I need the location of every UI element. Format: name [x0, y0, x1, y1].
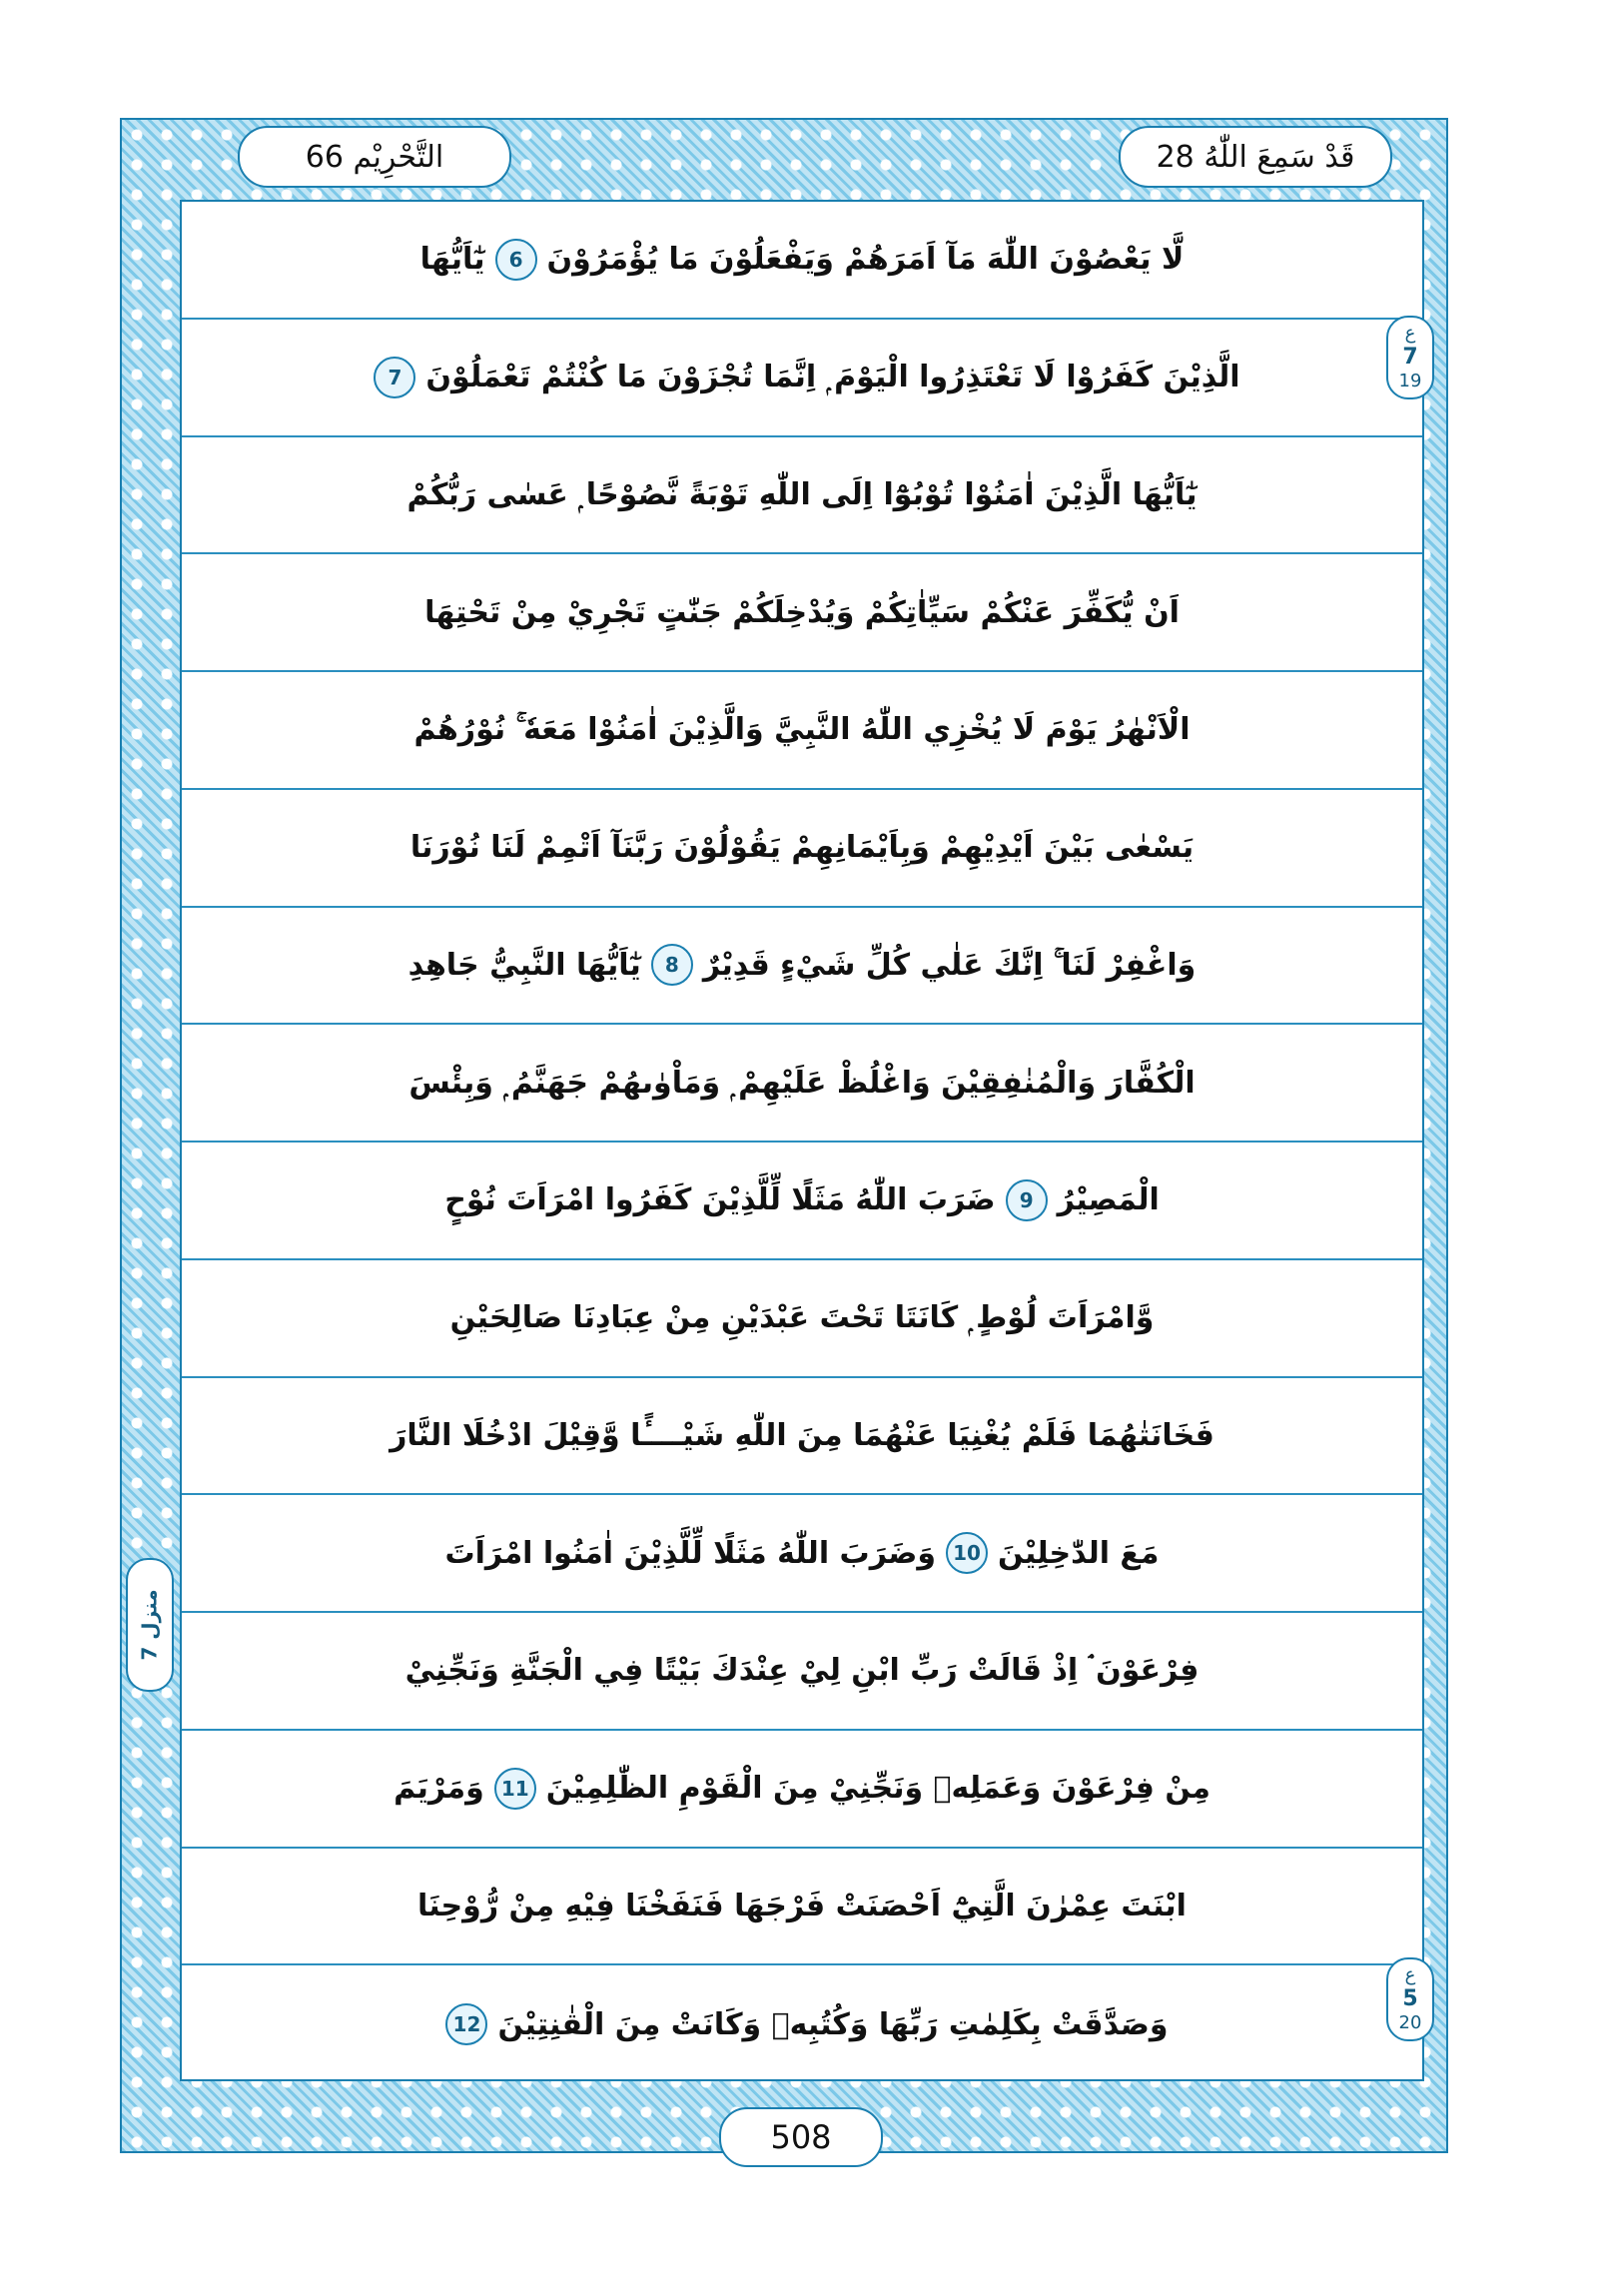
verse-text-continuation: وَمَرْيَمَ [394, 1771, 484, 1807]
ruku-count: 7 [1402, 345, 1418, 370]
manzil-marker [126, 1558, 174, 1692]
ruku-surah-count: 19 [1398, 371, 1422, 391]
verse-text: مَعَ الدّٰخِلِيْنَ [998, 1535, 1160, 1571]
verse-text: لَّا يَعْصُوْنَ اللّٰهَ مَآ اَمَرَهُمْ وَيَفْعَلُوْنَ مَا يُؤْمَرُوْنَ [546, 242, 1185, 278]
ruku-marker [1386, 1957, 1434, 2041]
ayah-number-marker: 8 [651, 944, 693, 986]
ruku-count: 5 [1402, 1986, 1418, 2011]
verse-line [182, 1849, 1422, 1966]
verse-text: وَاغْفِرْ لَنَا ۚ اِنَّكَ عَلٰي كُلِّ شَيْءٍ قَدِيْرٌ [702, 947, 1197, 983]
ruku-symbol: ع [1404, 1964, 1416, 1985]
verse-text: مِنْ فِرْعَوْنَ وَعَمَلِهٖ وَنَجِّنِيْ مِنَ الْقَوْمِ الظّٰلِمِيْنَ [545, 1771, 1210, 1807]
surah-title: التَّحْرِيْم 66 [238, 126, 511, 188]
verse-text: ابْنَتَ عِمْرٰنَ الَّتِيْٓ اَحْصَنَتْ فَرْجَهَا فَنَفَخْنَا فِيْهِ مِنْ رُّوْحِنَا [417, 1888, 1187, 1923]
verse-line [182, 1260, 1422, 1378]
verse-text-continuation: يٰٓاَيُّهَا [419, 242, 485, 278]
ayah-number-marker: 9 [1006, 1179, 1048, 1221]
text-panel [180, 200, 1424, 2081]
verse-text: الْكُفَّارَ وَالْمُنٰفِقِيْنَ وَاغْلُظْ عَلَيْهِمْ ۭ وَمَاْوٰىهُمْ جَهَنَّمُ ۭ وَبِئْسَ [408, 1065, 1196, 1101]
verse-text: اَنْ يُّكَفِّرَ عَنْكُمْ سَيِّاٰتِكُمْ وَيُدْخِلَكُمْ جَنّٰتٍ تَجْرِيْ مِنْ تَحْتِهَا [424, 594, 1180, 630]
verse-text: الْاَنْهٰرُ يَوْمَ لَا يُخْزِي اللّٰهُ النَّبِيَّ وَالَّذِيْنَ اٰمَنُوْا مَعَهٗ ۚ نُوْرُهُمْ [413, 712, 1191, 748]
verse-line [182, 1378, 1422, 1496]
ayah-number-marker: 12 [445, 2003, 487, 2045]
verse-text-continuation: يٰٓاَيُّهَا النَّبِيُّ جَاهِدِ [407, 947, 641, 983]
verse-line [182, 1495, 1422, 1613]
verse-text: فَخَانَتٰهُمَا فَلَمْ يُغْنِيَا عَنْهُمَا مِنَ اللّٰهِ شَيْــــًٔا وَّقِيْلَ ادْخُلَا النَّارَ [390, 1417, 1214, 1453]
verse-line [182, 672, 1422, 790]
verse-line [182, 1731, 1422, 1849]
verse-text: يٰٓاَيُّهَا الَّذِيْنَ اٰمَنُوْا تُوْبُوْٓا اِلَى اللّٰهِ تَوْبَةً نَّصُوْحًا ۭ عَسٰى رَبُّكُمْ [406, 476, 1198, 512]
verse-text: يَسْعٰى بَيْنَ اَيْدِيْهِمْ وَبِاَيْمَانِهِمْ يَقُوْلُوْنَ رَبَّنَآ اَتْمِمْ لَنَا نُوْرَنَا [409, 830, 1195, 866]
ruku-marker [1386, 316, 1434, 399]
ayah-number-marker: 7 [374, 357, 415, 398]
ruku-surah-count: 20 [1398, 2012, 1422, 2033]
ruku-symbol: ع [1404, 323, 1416, 344]
verse-text: الْمَصِيْرُ [1057, 1182, 1160, 1218]
verse-line [182, 1965, 1422, 2083]
ayah-number-marker: 10 [946, 1532, 988, 1574]
verse-line [182, 437, 1422, 555]
verse-text-continuation: وَضَرَبَ اللّٰهُ مَثَلًا لِّلَّذِيْنَ اٰمَنُوا امْرَاَتَ [444, 1535, 936, 1571]
verse-line [182, 554, 1422, 672]
verse-text: الَّذِيْنَ كَفَرُوْا لَا تَعْتَذِرُوا الْيَوْمَ ۭ اِنَّمَا تُجْزَوْنَ مَا كُنْتُمْ تَعْمَلُوْنَ [425, 360, 1240, 395]
ayah-number-marker: 6 [495, 239, 537, 281]
verse-line [182, 908, 1422, 1026]
verse-line [182, 320, 1422, 437]
juz-title: قَدْ سَمِعَ اللّٰهُ 28 [1119, 126, 1392, 188]
verse-line [182, 790, 1422, 908]
manzil-label: منزل 7 [138, 1589, 163, 1661]
verse-text: فِرْعَوْنَ ۘ اِذْ قَالَتْ رَبِّ ابْنِ لِيْ عِنْدَكَ بَيْتًا فِي الْجَنَّةِ وَنَجِّنِيْ [404, 1653, 1199, 1689]
verse-line [182, 1613, 1422, 1731]
verse-line [182, 1025, 1422, 1143]
verse-text: وَّامْرَاَتَ لُوْطٍ ۭ كَانَتَا تَحْتَ عَبْدَيْنِ مِنْ عِبَادِنَا صَالِحَيْنِ [449, 1300, 1155, 1336]
page-number: 508 [719, 2107, 883, 2167]
verse-text-continuation: ضَرَبَ اللّٰهُ مَثَلًا لِّلَّذِيْنَ كَفَرُوا امْرَاَتَ نُوْحٍ [444, 1182, 996, 1218]
verse-text: وَصَدَّقَتْ بِكَلِمٰتِ رَبِّهَا وَكُتُبِهٖ وَكَانَتْ مِنَ الْقٰنِتِيْنَ [497, 2006, 1169, 2042]
verse-line [182, 1143, 1422, 1260]
verse-line [182, 202, 1422, 320]
ayah-number-marker: 11 [494, 1768, 536, 1810]
